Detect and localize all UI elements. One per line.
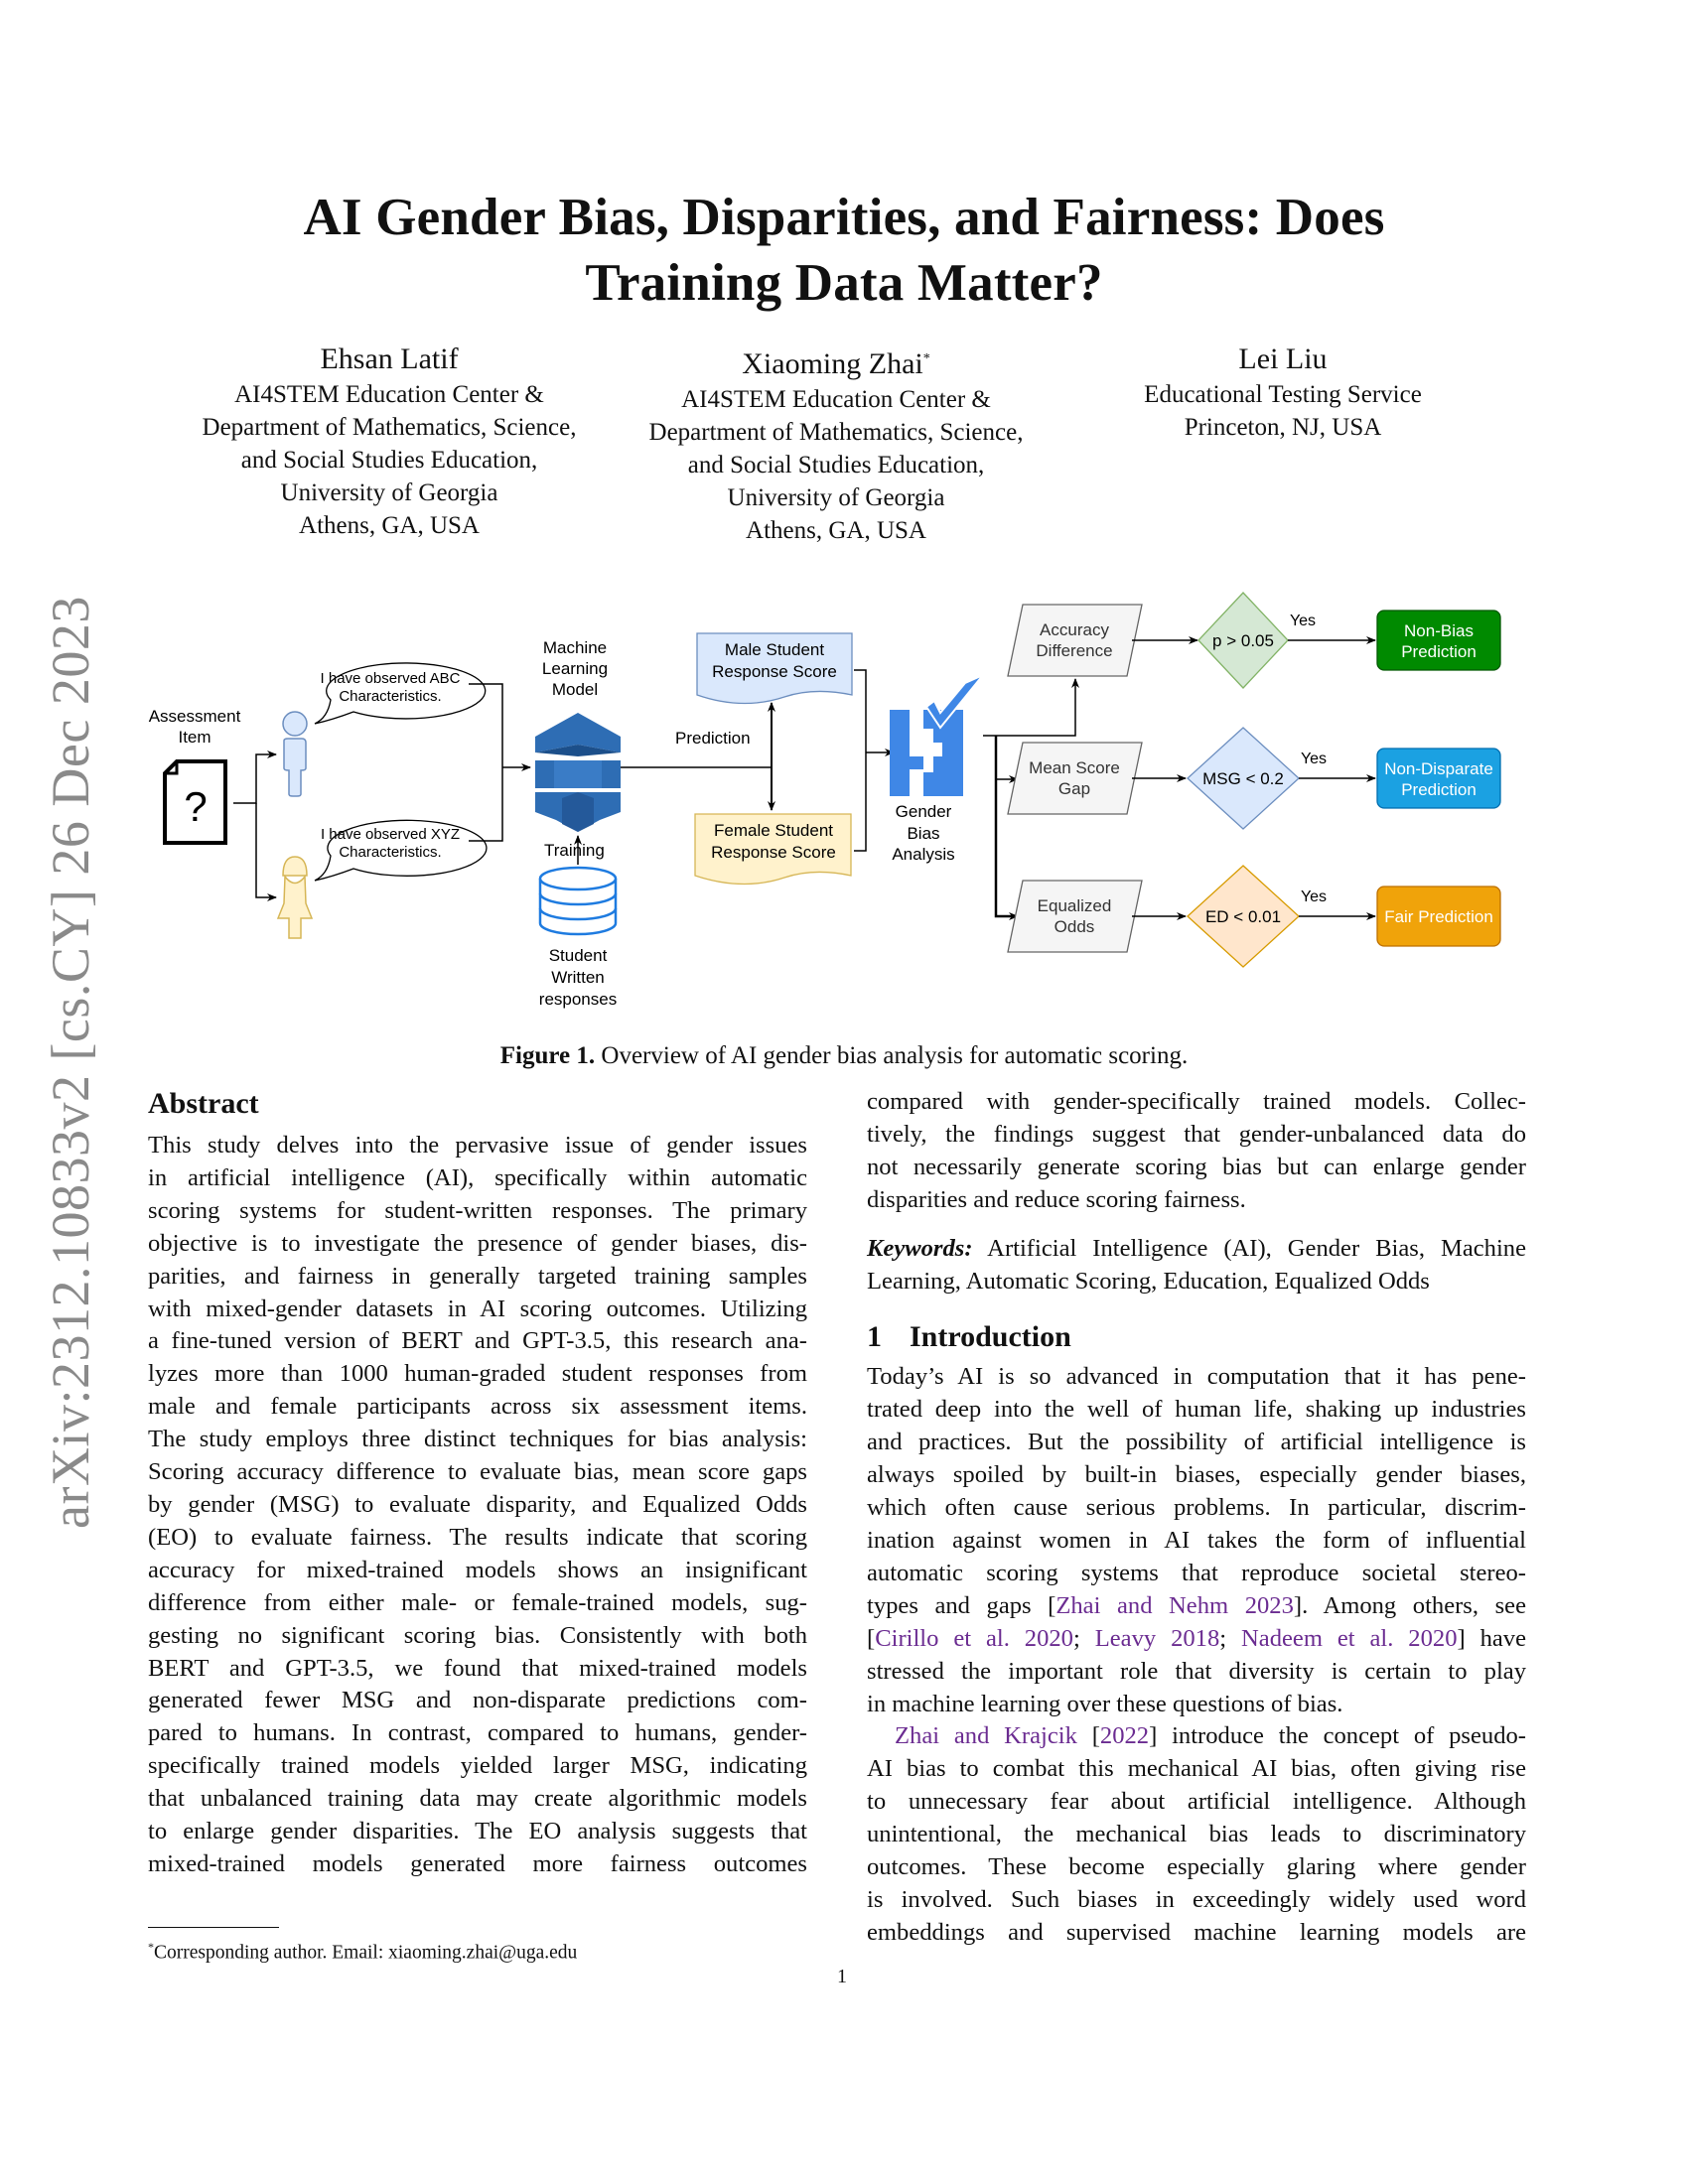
speech-bubble-male: [315, 663, 486, 724]
svg-text:Analysis: Analysis: [892, 845, 955, 864]
svg-text:Male Student: Male Student: [724, 640, 825, 659]
svg-text:Female Student: Female Student: [713, 821, 834, 840]
footnote-text: Corresponding author. Email: xiaoming.zhai@uga.edu: [154, 1942, 578, 1964]
abstract-line: in artificial intelligence (AI), specifically within automatic: [148, 1163, 807, 1191]
svg-text:Bias: Bias: [907, 824, 940, 843]
figure-caption-label: Figure 1.: [499, 1042, 596, 1069]
author-affiliation-line: and Social Studies Education,: [687, 452, 985, 478]
abstract-line: scoring systems for student-written responses. The primary: [148, 1196, 807, 1224]
abstract-line: a fine-tuned version of BERT and GPT-3.5, this research ana-: [148, 1327, 807, 1355]
left-column: [148, 1086, 807, 1881]
abstract-line: not necessarily generate scoring bias but can enlarge gender: [867, 1153, 1526, 1180]
author-block-2: [618, 341, 1055, 547]
branch-mean-score-gap: [1008, 728, 1500, 829]
citation-link-2022[interactable]: 2022: [1099, 1722, 1150, 1750]
abstract-line: specifically trained models yielded larger MSG, indicating: [148, 1752, 807, 1780]
keywords: [867, 1233, 1526, 1298]
abstract-line: pared to humans. In contrast, compared to humans, gender-: [148, 1719, 807, 1747]
abstract-line: mixed-trained models generated more fairness outcomes: [148, 1849, 807, 1877]
svg-text:Characteristics.: Characteristics.: [339, 844, 442, 861]
svg-text:responses: responses: [538, 990, 618, 1009]
keywords-text: Artificial Intelligence (AI), Gender Bias, Machine: [972, 1234, 1526, 1262]
abstract-line: The study employs three distinct techniques for bias analysis:: [148, 1426, 807, 1453]
citation-link-zhai-nehm-2023[interactable]: Zhai and Nehm 2023: [1055, 1591, 1294, 1619]
svg-text:Gap: Gap: [1057, 779, 1091, 798]
citation-link-cirillo-2020[interactable]: Cirillo et al. 2020: [875, 1624, 1073, 1652]
abstract-line: Scoring accuracy difference to evaluate bias, mean score gaps: [148, 1458, 807, 1486]
author-affiliation-line: Department of Mathematics, Science,: [202, 414, 577, 441]
abstract-line: disparities and reduce scoring fairness.: [867, 1185, 1246, 1213]
abstract-line: objective is to investigate the presence of gender biases, dis-: [148, 1229, 807, 1257]
database-label: Student: [548, 946, 608, 965]
footnote: [148, 1934, 577, 1967]
intro-line: which often cause serious problems. In particular, discrim-: [867, 1494, 1526, 1522]
footnote-marker: *: [148, 1940, 154, 1954]
intro-line: outcomes. These become especially glaring where gender: [867, 1853, 1526, 1881]
section-title: Introduction: [910, 1320, 1071, 1354]
non-disparate-prediction-box: [1377, 749, 1500, 808]
author-affiliation-line: Athens, GA, USA: [746, 517, 926, 544]
svg-text:Yes: Yes: [1300, 888, 1328, 905]
intro-line: in machine learning over these questions of bias.: [867, 1690, 1343, 1717]
mean-score-gap-box: [1008, 743, 1142, 814]
assessment-item-label: Assessment: [148, 707, 241, 726]
abstract-line: parities, and fairness in generally targeted training samples: [148, 1262, 807, 1290]
svg-text:Mean Score: Mean Score: [1029, 758, 1120, 777]
svg-text:Model: Model: [551, 680, 599, 699]
intro-line: Today’s AI is so advanced in computation that it has pene-: [867, 1363, 1526, 1391]
abstract-line: (EO) to evaluate fairness. The results indicate that scoring: [148, 1523, 807, 1551]
author-name: Lei Liu: [1238, 342, 1328, 375]
svg-text:I have observed XYZ: I have observed XYZ: [320, 826, 461, 843]
intro-line: [Cirillo et al. 2020; Leavy 2018; Nadeem et al. 2020] have: [867, 1624, 1527, 1652]
male-student-icon: [283, 712, 307, 796]
author-name: Ehsan Latif: [320, 342, 459, 375]
citation-link-zhai-krajcik[interactable]: Zhai and Krajcik: [895, 1722, 1077, 1750]
abstract-line: accuracy for mixed-trained models shows an insignificant: [148, 1556, 807, 1583]
right-column: [867, 1086, 1526, 1950]
gender-bias-analysis-icon: [890, 675, 983, 796]
svg-text:Equalized: Equalized: [1037, 896, 1112, 915]
female-response-score-box: [695, 814, 851, 885]
page-number: 1: [837, 1966, 847, 1987]
machine-learning-model-icon: [535, 713, 621, 832]
male-response-score-box: [697, 633, 852, 704]
abstract-line: lyzes more than 1000 human-graded student responses from: [148, 1360, 807, 1388]
svg-text:Item: Item: [178, 728, 211, 747]
abstract-body: [148, 1130, 807, 1881]
intro-line: stressed the important role that diversity is certain to play: [867, 1657, 1526, 1685]
student-responses-database-icon: [540, 868, 616, 934]
keywords-label: Keywords:: [867, 1234, 973, 1262]
paper-title: [0, 185, 1688, 316]
female-student-icon: [278, 857, 312, 938]
svg-text:Prediction: Prediction: [1401, 780, 1477, 799]
gender-bias-analysis-label: Gender: [895, 802, 952, 821]
svg-text:Yes: Yes: [1300, 751, 1328, 767]
intro-line: and practices. But the possibility of artificial intelligence is: [867, 1429, 1526, 1456]
author-affiliation-line: AI4STEM Education Center &: [234, 381, 544, 408]
svg-text:Difference: Difference: [1036, 641, 1113, 660]
svg-text:Response Score: Response Score: [712, 662, 837, 681]
figure-caption-text: Overview of AI gender bias analysis for automatic scoring.: [595, 1042, 1189, 1069]
author-affiliation-line: AI4STEM Education Center &: [681, 386, 991, 413]
abstract-line: BERT and GPT-3.5, we found that mixed-trained models: [148, 1654, 807, 1682]
intro-line: automatic scoring systems that reproduce societal stereo-: [867, 1559, 1526, 1586]
question-document-icon: [165, 761, 225, 843]
author-affiliation-line: University of Georgia: [727, 484, 945, 511]
speech-bubble-female: [315, 820, 487, 881]
svg-text:Accuracy: Accuracy: [1040, 620, 1109, 639]
title-line-1: AI Gender Bias, Disparities, and Fairness: Does: [303, 189, 1385, 246]
branch-equalized-odds: [1008, 866, 1500, 967]
intro-line: always spoiled by built-in biases, especially gender biases,: [867, 1461, 1526, 1489]
svg-text:Response Score: Response Score: [711, 843, 836, 862]
abstract-line: male and female participants across six assessment items.: [148, 1393, 807, 1421]
svg-text:Written: Written: [551, 968, 605, 987]
abstract-line: generated fewer MSG and non-disparate predictions com-: [148, 1687, 807, 1714]
svg-text:I have observed ABC: I have observed ABC: [320, 670, 461, 687]
intro-line: AI bias to combat this mechanical AI bias, often giving rise: [867, 1755, 1526, 1783]
section-heading-introduction: [867, 1319, 1526, 1355]
figure-1-diagram: [139, 586, 1549, 1013]
intro-line: is involved. Such biases in exceedingly widely used word: [867, 1885, 1526, 1913]
abstract-line: by gender (MSG) to evaluate disparity, and Equalized Odds: [148, 1490, 807, 1518]
abstract-line: tively, the findings suggest that gender-unbalanced data do: [867, 1120, 1526, 1148]
introduction-body: [867, 1361, 1526, 1949]
svg-text:Fair Prediction: Fair Prediction: [1384, 907, 1493, 926]
svg-text:Prediction: Prediction: [1401, 642, 1477, 661]
author-name: Xiaoming Zhai*: [742, 347, 930, 380]
intro-line: Zhai and Krajcik [2022] introduce the concept of pseudo-: [895, 1722, 1526, 1750]
abstract-continued: [867, 1086, 1526, 1217]
citation-link-leavy-2018[interactable]: Leavy 2018: [1094, 1624, 1220, 1652]
svg-text:Learning: Learning: [541, 659, 609, 678]
svg-text:p > 0.05: p > 0.05: [1212, 631, 1274, 650]
arxiv-identifier-stamp: arXiv:2312.10833v2 [cs.CY] 26 Dec 2023: [41, 596, 100, 1529]
author-affiliation-line: Princeton, NJ, USA: [1184, 414, 1382, 441]
svg-text:Non-Disparate: Non-Disparate: [1384, 759, 1493, 778]
svg-text:Non-Bias: Non-Bias: [1404, 621, 1474, 640]
section-number: 1: [867, 1320, 882, 1354]
figure-caption: [0, 1040, 1688, 1072]
keywords-text: Learning, Automatic Scoring, Education, Equalized Odds: [867, 1267, 1430, 1295]
intro-line: embeddings and supervised machine learning models are: [867, 1918, 1526, 1946]
author-block-1: [171, 341, 608, 542]
assessment-item: [149, 707, 241, 843]
svg-text:Characteristics.: Characteristics.: [339, 688, 442, 705]
author-affiliation-line: Athens, GA, USA: [299, 512, 480, 539]
abstract-line: that unbalanced training data may create algorithmic models: [148, 1785, 807, 1813]
accuracy-difference-box: [1008, 605, 1142, 676]
author-affiliation-line: and Social Studies Education,: [240, 447, 538, 474]
footnote-rule: [148, 1927, 279, 1928]
author-block-3: [1064, 341, 1501, 444]
non-bias-prediction-box: [1377, 611, 1500, 670]
branch-accuracy-difference: [1008, 593, 1500, 688]
author-affiliation-line: Educational Testing Service: [1144, 381, 1422, 408]
intro-line: trated deep into the well of human life, shaking up industries: [867, 1396, 1526, 1424]
intro-line: types and gaps [Zhai and Nehm 2023]. Among others, see: [867, 1591, 1526, 1619]
abstract-line: This study delves into the pervasive issue of gender issues: [148, 1132, 807, 1159]
corresponding-marker: *: [922, 351, 930, 366]
abstract-line: to enlarge gender disparities. The EO analysis suggests that: [148, 1818, 807, 1845]
svg-text:Yes: Yes: [1289, 613, 1317, 629]
intro-line: unintentional, the mechanical bias leads to discriminatory: [867, 1821, 1526, 1848]
intro-line: ination against women in AI takes the form of influential: [867, 1526, 1526, 1554]
svg-text:MSG < 0.2: MSG < 0.2: [1202, 769, 1284, 788]
ml-model-label: Machine: [542, 638, 608, 657]
author-affiliation-line: University of Georgia: [280, 479, 498, 506]
abstract-line: difference from either male- or female-trained models, sug-: [148, 1588, 807, 1616]
abstract-line: gesting no significant scoring bias. Consistently with both: [148, 1621, 807, 1649]
training-label: Training: [544, 841, 605, 860]
svg-text:?: ?: [184, 783, 208, 830]
abstract-heading: Abstract: [148, 1087, 259, 1120]
prediction-label: Prediction: [675, 729, 751, 748]
svg-text:ED < 0.01: ED < 0.01: [1204, 907, 1282, 926]
svg-text:Odds: Odds: [1054, 917, 1095, 936]
author-affiliation-line: Department of Mathematics, Science,: [648, 419, 1024, 446]
citation-link-nadeem-2020[interactable]: Nadeem et al. 2020: [1241, 1624, 1458, 1652]
equalized-odds-box: [1008, 881, 1142, 952]
abstract-line: with mixed-gender datasets in AI scoring outcomes. Utilizing: [148, 1295, 807, 1322]
abstract-line: compared with gender-specifically trained models. Collec-: [867, 1088, 1526, 1115]
title-line-2: Training Data Matter?: [585, 254, 1103, 312]
intro-line: to unnecessary fear about artificial intelligence. Although: [867, 1788, 1526, 1816]
